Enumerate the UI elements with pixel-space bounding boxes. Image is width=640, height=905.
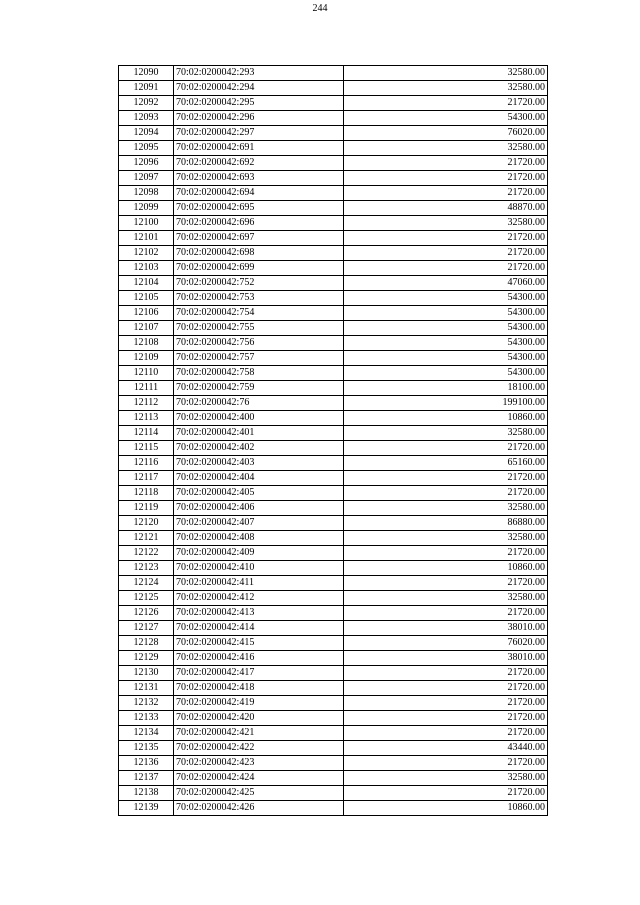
cadastral-number-cell: 70:02:0200042:416 [174, 651, 344, 666]
cadastral-number-cell: 70:02:0200042:752 [174, 276, 344, 291]
row-number-cell: 12119 [119, 501, 174, 516]
table-row [119, 471, 548, 486]
row-number-cell: 12124 [119, 576, 174, 591]
row-number-cell: 12111 [119, 381, 174, 396]
cadastral-number-cell: 70:02:0200042:412 [174, 591, 344, 606]
row-number-cell: 12091 [119, 81, 174, 96]
table-row [119, 111, 548, 126]
row-number-cell: 12101 [119, 231, 174, 246]
row-number-cell: 12121 [119, 531, 174, 546]
value-cell: 38010.00 [344, 651, 548, 666]
cadastral-number-cell: 70:02:0200042:415 [174, 636, 344, 651]
value-cell: 21720.00 [344, 171, 548, 186]
cadastral-number-cell: 70:02:0200042:420 [174, 711, 344, 726]
row-number-cell: 12131 [119, 681, 174, 696]
cadastral-number-cell: 70:02:0200042:759 [174, 381, 344, 396]
value-cell: 21720.00 [344, 231, 548, 246]
row-number-cell: 12097 [119, 171, 174, 186]
row-number-cell: 12105 [119, 291, 174, 306]
table-row [119, 441, 548, 456]
row-number-cell: 12134 [119, 726, 174, 741]
value-cell: 54300.00 [344, 366, 548, 381]
cadastral-number-cell: 70:02:0200042:757 [174, 351, 344, 366]
cadastral-number-cell: 70:02:0200042:401 [174, 426, 344, 441]
row-number-cell: 12129 [119, 651, 174, 666]
row-number-cell: 12139 [119, 801, 174, 816]
row-number-cell: 12112 [119, 396, 174, 411]
row-number-cell: 12125 [119, 591, 174, 606]
value-cell: 10860.00 [344, 411, 548, 426]
value-cell: 86880.00 [344, 516, 548, 531]
table-row [119, 741, 548, 756]
row-number-cell: 12133 [119, 711, 174, 726]
table-row [119, 156, 548, 171]
row-number-cell: 12104 [119, 276, 174, 291]
row-number-cell: 12128 [119, 636, 174, 651]
table-row [119, 231, 548, 246]
cadastral-number-cell: 70:02:0200042:76 [174, 396, 344, 411]
value-cell: 21720.00 [344, 726, 548, 741]
row-number-cell: 12115 [119, 441, 174, 456]
row-number-cell: 12110 [119, 366, 174, 381]
cadastral-number-cell: 70:02:0200042:418 [174, 681, 344, 696]
table-row [119, 771, 548, 786]
cadastral-number-cell: 70:02:0200042:413 [174, 606, 344, 621]
table-row [119, 396, 548, 411]
cadastral-number-cell: 70:02:0200042:694 [174, 186, 344, 201]
cadastral-number-cell: 70:02:0200042:753 [174, 291, 344, 306]
table-row [119, 126, 548, 141]
row-number-cell: 12122 [119, 546, 174, 561]
cadastral-number-cell: 70:02:0200042:419 [174, 696, 344, 711]
cadastral-number-cell: 70:02:0200042:698 [174, 246, 344, 261]
value-cell: 18100.00 [344, 381, 548, 396]
value-cell: 10860.00 [344, 801, 548, 816]
cadastral-number-cell: 70:02:0200042:696 [174, 216, 344, 231]
value-cell: 21720.00 [344, 96, 548, 111]
table-row [119, 366, 548, 381]
cadastral-number-cell: 70:02:0200042:425 [174, 786, 344, 801]
table-row [119, 576, 548, 591]
table-row [119, 636, 548, 651]
value-cell: 43440.00 [344, 741, 548, 756]
cadastral-number-cell: 70:02:0200042:754 [174, 306, 344, 321]
cadastral-number-cell: 70:02:0200042:409 [174, 546, 344, 561]
table-row [119, 591, 548, 606]
table-row [119, 726, 548, 741]
value-cell: 54300.00 [344, 351, 548, 366]
table-row [119, 696, 548, 711]
cadastral-number-cell: 70:02:0200042:408 [174, 531, 344, 546]
row-number-cell: 12103 [119, 261, 174, 276]
table-row [119, 246, 548, 261]
row-number-cell: 12108 [119, 336, 174, 351]
table-row [119, 516, 548, 531]
table-row [119, 381, 548, 396]
value-cell: 48870.00 [344, 201, 548, 216]
value-cell: 32580.00 [344, 81, 548, 96]
value-cell: 32580.00 [344, 141, 548, 156]
row-number-cell: 12095 [119, 141, 174, 156]
table-row [119, 426, 548, 441]
value-cell: 21720.00 [344, 681, 548, 696]
table-row [119, 276, 548, 291]
cadastral-number-cell: 70:02:0200042:758 [174, 366, 344, 381]
value-cell: 21720.00 [344, 471, 548, 486]
table-row [119, 261, 548, 276]
cadastral-number-cell: 70:02:0200042:404 [174, 471, 344, 486]
row-number-cell: 12126 [119, 606, 174, 621]
table-row [119, 651, 548, 666]
value-cell: 76020.00 [344, 126, 548, 141]
row-number-cell: 12132 [119, 696, 174, 711]
table-row [119, 606, 548, 621]
row-number-cell: 12130 [119, 666, 174, 681]
value-cell: 21720.00 [344, 261, 548, 276]
cadastral-number-cell: 70:02:0200042:417 [174, 666, 344, 681]
cadastral-number-cell: 70:02:0200042:294 [174, 81, 344, 96]
value-cell: 32580.00 [344, 771, 548, 786]
table-row [119, 711, 548, 726]
table-row [119, 666, 548, 681]
row-number-cell: 12118 [119, 486, 174, 501]
cadastral-number-cell: 70:02:0200042:406 [174, 501, 344, 516]
cadastral-number-cell: 70:02:0200042:422 [174, 741, 344, 756]
value-cell: 21720.00 [344, 606, 548, 621]
table-row [119, 81, 548, 96]
row-number-cell: 12090 [119, 66, 174, 81]
row-number-cell: 12099 [119, 201, 174, 216]
registry-table [118, 65, 548, 816]
value-cell: 32580.00 [344, 591, 548, 606]
cadastral-number-cell: 70:02:0200042:423 [174, 756, 344, 771]
cadastral-number-cell: 70:02:0200042:414 [174, 621, 344, 636]
cadastral-number-cell: 70:02:0200042:400 [174, 411, 344, 426]
page-number: 244 [312, 3, 328, 14]
table-row [119, 291, 548, 306]
value-cell: 10860.00 [344, 561, 548, 576]
value-cell: 21720.00 [344, 756, 548, 771]
value-cell: 54300.00 [344, 306, 548, 321]
cadastral-number-cell: 70:02:0200042:421 [174, 726, 344, 741]
value-cell: 21720.00 [344, 186, 548, 201]
table-row [119, 336, 548, 351]
row-number-cell: 12135 [119, 741, 174, 756]
row-number-cell: 12096 [119, 156, 174, 171]
value-cell: 21720.00 [344, 246, 548, 261]
cadastral-number-cell: 70:02:0200042:293 [174, 66, 344, 81]
registry-table-body [119, 66, 548, 816]
table-row [119, 351, 548, 366]
row-number-cell: 12106 [119, 306, 174, 321]
table-row [119, 561, 548, 576]
value-cell: 21720.00 [344, 546, 548, 561]
value-cell: 21720.00 [344, 486, 548, 501]
cadastral-number-cell: 70:02:0200042:692 [174, 156, 344, 171]
row-number-cell: 12094 [119, 126, 174, 141]
cadastral-number-cell: 70:02:0200042:407 [174, 516, 344, 531]
row-number-cell: 12123 [119, 561, 174, 576]
row-number-cell: 12136 [119, 756, 174, 771]
value-cell: 21720.00 [344, 441, 548, 456]
row-number-cell: 12093 [119, 111, 174, 126]
value-cell: 54300.00 [344, 291, 548, 306]
value-cell: 32580.00 [344, 216, 548, 231]
row-number-cell: 12100 [119, 216, 174, 231]
table-row [119, 321, 548, 336]
table-row [119, 756, 548, 771]
cadastral-number-cell: 70:02:0200042:756 [174, 336, 344, 351]
table-row [119, 456, 548, 471]
row-number-cell: 12107 [119, 321, 174, 336]
table-row [119, 501, 548, 516]
cadastral-number-cell: 70:02:0200042:699 [174, 261, 344, 276]
cadastral-number-cell: 70:02:0200042:693 [174, 171, 344, 186]
value-cell: 76020.00 [344, 636, 548, 651]
row-number-cell: 12120 [119, 516, 174, 531]
value-cell: 21720.00 [344, 666, 548, 681]
table-row [119, 96, 548, 111]
table-row [119, 141, 548, 156]
table-row [119, 201, 548, 216]
value-cell: 32580.00 [344, 426, 548, 441]
value-cell: 47060.00 [344, 276, 548, 291]
table-row [119, 216, 548, 231]
cadastral-number-cell: 70:02:0200042:695 [174, 201, 344, 216]
cadastral-number-cell: 70:02:0200042:411 [174, 576, 344, 591]
table-row [119, 621, 548, 636]
row-number-cell: 12098 [119, 186, 174, 201]
row-number-cell: 12138 [119, 786, 174, 801]
table-row [119, 801, 548, 816]
value-cell: 32580.00 [344, 531, 548, 546]
row-number-cell: 12117 [119, 471, 174, 486]
cadastral-number-cell: 70:02:0200042:697 [174, 231, 344, 246]
value-cell: 199100.00 [344, 396, 548, 411]
table-row [119, 486, 548, 501]
row-number-cell: 12116 [119, 456, 174, 471]
table-row [119, 531, 548, 546]
cadastral-number-cell: 70:02:0200042:424 [174, 771, 344, 786]
table-row [119, 186, 548, 201]
row-number-cell: 12092 [119, 96, 174, 111]
cadastral-number-cell: 70:02:0200042:296 [174, 111, 344, 126]
cadastral-number-cell: 70:02:0200042:691 [174, 141, 344, 156]
table-row [119, 786, 548, 801]
row-number-cell: 12113 [119, 411, 174, 426]
value-cell: 54300.00 [344, 336, 548, 351]
cadastral-number-cell: 70:02:0200042:410 [174, 561, 344, 576]
row-number-cell: 12114 [119, 426, 174, 441]
value-cell: 65160.00 [344, 456, 548, 471]
value-cell: 21720.00 [344, 576, 548, 591]
row-number-cell: 12102 [119, 246, 174, 261]
table-row [119, 546, 548, 561]
table-row [119, 681, 548, 696]
value-cell: 54300.00 [344, 111, 548, 126]
table-row [119, 171, 548, 186]
value-cell: 21720.00 [344, 156, 548, 171]
value-cell: 21720.00 [344, 696, 548, 711]
cadastral-number-cell: 70:02:0200042:297 [174, 126, 344, 141]
row-number-cell: 12127 [119, 621, 174, 636]
table-row [119, 411, 548, 426]
value-cell: 32580.00 [344, 501, 548, 516]
cadastral-number-cell: 70:02:0200042:403 [174, 456, 344, 471]
cadastral-number-cell: 70:02:0200042:295 [174, 96, 344, 111]
row-number-cell: 12137 [119, 771, 174, 786]
value-cell: 32580.00 [344, 66, 548, 81]
cadastral-number-cell: 70:02:0200042:402 [174, 441, 344, 456]
cadastral-number-cell: 70:02:0200042:755 [174, 321, 344, 336]
value-cell: 54300.00 [344, 321, 548, 336]
value-cell: 21720.00 [344, 786, 548, 801]
cadastral-number-cell: 70:02:0200042:426 [174, 801, 344, 816]
cadastral-number-cell: 70:02:0200042:405 [174, 486, 344, 501]
value-cell: 21720.00 [344, 711, 548, 726]
row-number-cell: 12109 [119, 351, 174, 366]
table-row [119, 66, 548, 81]
table-row [119, 306, 548, 321]
value-cell: 38010.00 [344, 621, 548, 636]
